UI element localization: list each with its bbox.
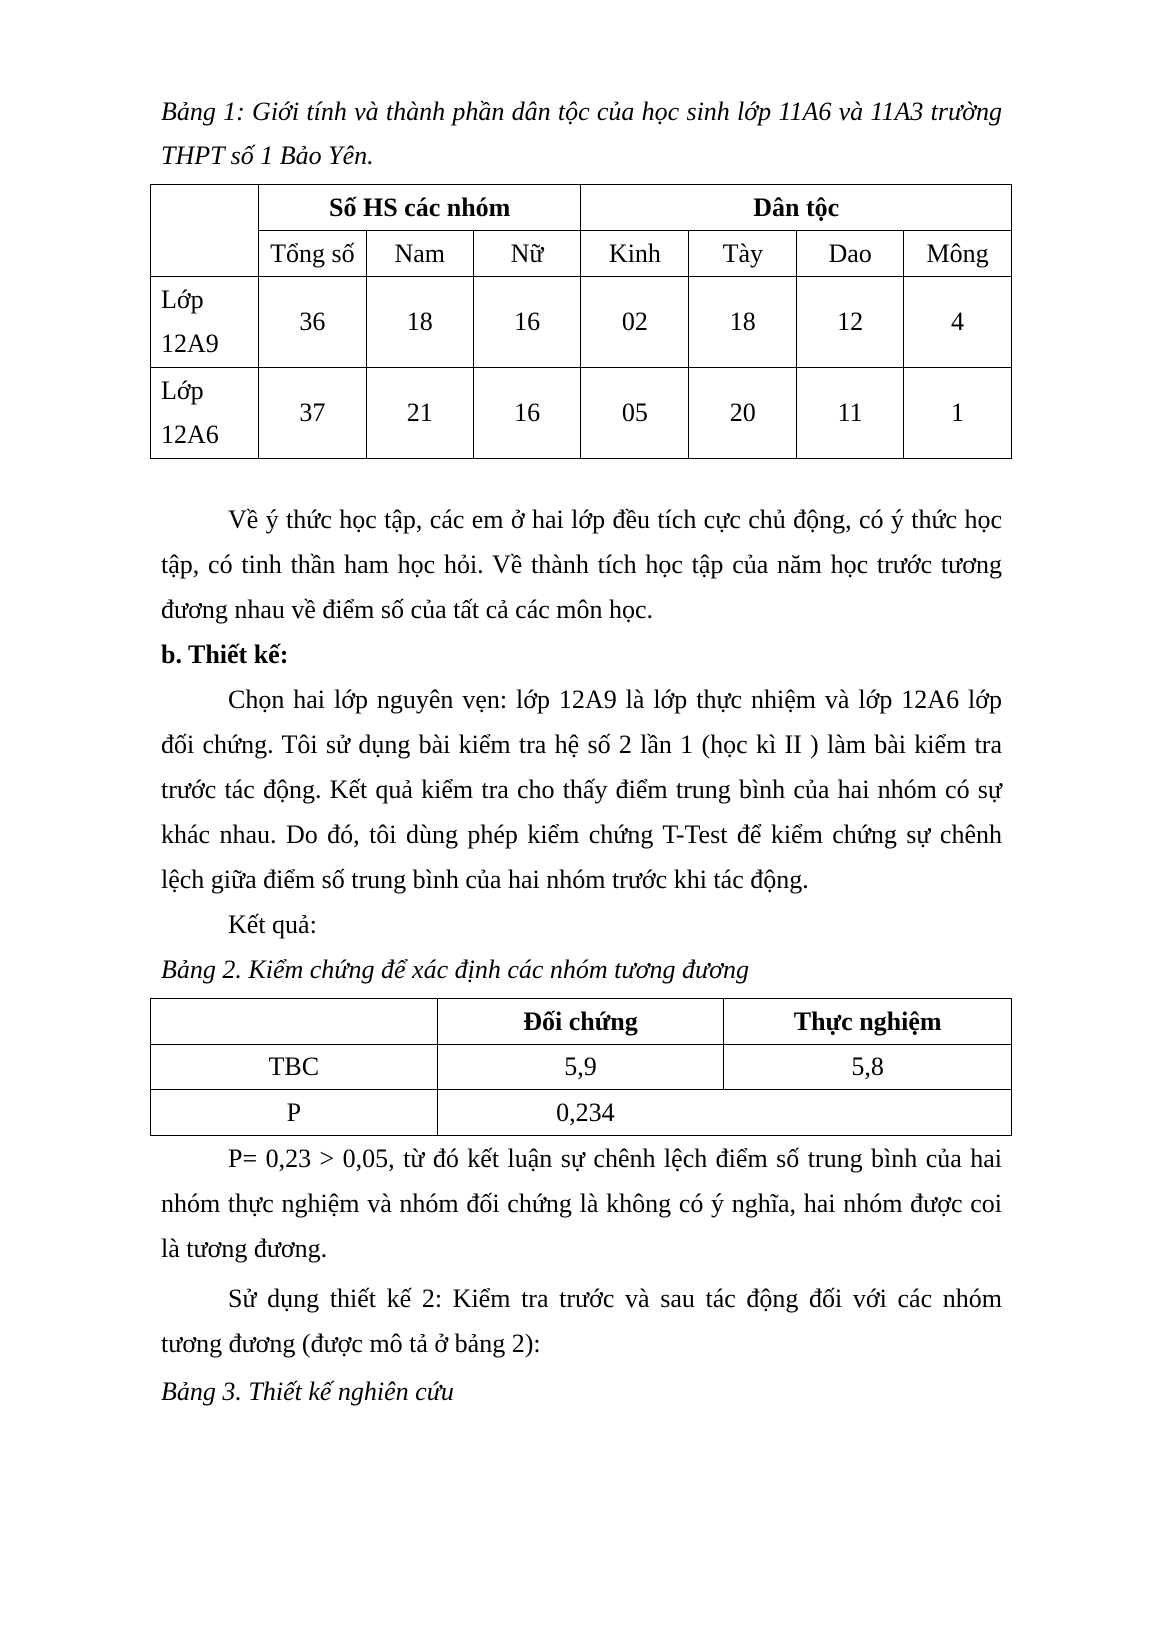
row-label xyxy=(151,277,259,368)
table-row xyxy=(151,1090,1012,1136)
table-row xyxy=(151,1045,1012,1090)
table2-caption: Bảng 2. Kiểm chứng để xác định các nhóm tương đương xyxy=(161,955,750,984)
table-cell: 5,8 xyxy=(724,1045,1012,1090)
table-cell: 11 xyxy=(797,368,904,459)
table-cell: 36 xyxy=(258,277,366,368)
table-cell: 18 xyxy=(689,277,797,368)
table2-header-experimental: Thực nghiệm xyxy=(724,999,1012,1045)
table1-group-header-ethnicity: Dân tộc xyxy=(581,185,1012,231)
para2-line3: trước tác động. Kết quả kiểm tra cho thấy điểm trung bình của hai nhóm có sự xyxy=(161,775,1002,804)
table-cell: 18 xyxy=(366,277,473,368)
table2-tbc-label: TBC xyxy=(151,1045,438,1090)
para2-line2: đối chứng. Tôi sử dụng bài kiểm tra hệ số 2 lần 1 (học kì II ) làm bài kiểm tra xyxy=(161,730,1002,759)
table1-corner-cell xyxy=(151,185,259,277)
para3-line3: là tương đương. xyxy=(161,1234,328,1263)
para1-line3: đương nhau về điểm số của tất cả các môn học. xyxy=(161,595,654,624)
table-row xyxy=(151,368,1012,459)
table1-group-header-students: Số HS các nhóm xyxy=(258,185,581,231)
para4-line1: Sử dụng thiết kế 2: Kiểm tra trước và sau tác động đối với các nhóm xyxy=(228,1284,1002,1313)
table-cell: 21 xyxy=(366,368,473,459)
table2-header-control: Đối chứng xyxy=(437,999,724,1045)
table1-caption-line2: THPT số 1 Bảo Yên. xyxy=(161,141,374,170)
section-heading-design: b. Thiết kế: xyxy=(161,640,289,669)
table-cell: 16 xyxy=(473,277,581,368)
table-cell: 1 xyxy=(904,368,1012,459)
table-cell: 20 xyxy=(689,368,797,459)
table-cell: 4 xyxy=(904,277,1012,368)
table-cell: 16 xyxy=(473,368,581,459)
row-label-line1: Lớp xyxy=(161,376,204,405)
row-label-line1: Lớp xyxy=(161,285,204,314)
table-row xyxy=(151,277,1012,368)
table1-caption-line1: Bảng 1: Giới tính và thành phần dân tộc của học sinh lớp 11A6 và 11A3 trường xyxy=(161,97,1002,126)
table1-subheader: Mông xyxy=(904,231,1012,277)
para4-line2: tương đương (được mô tả ở bảng 2): xyxy=(161,1329,541,1358)
para2-line5: lệch giữa điểm số trung bình của hai nhóm trước khi tác động. xyxy=(161,865,809,894)
table-cell: 12 xyxy=(797,277,904,368)
table-cell: 05 xyxy=(581,368,689,459)
table2-p-value xyxy=(437,1090,1011,1136)
p-value-text: 0,234 xyxy=(556,1097,615,1127)
para2-line1: Chọn hai lớp nguyên vẹn: lớp 12A9 là lớp thực nhiệm và lớp 12A6 lớp xyxy=(228,685,1002,714)
table1-subheader: Kinh xyxy=(581,231,689,277)
table1 xyxy=(150,184,1012,459)
row-label-line2: 12A6 xyxy=(161,420,219,449)
table2-p-label: P xyxy=(151,1090,438,1136)
table2 xyxy=(150,998,1012,1136)
result-label: Kết quả: xyxy=(228,910,317,939)
table-cell: 37 xyxy=(258,368,366,459)
row-label-line2: 12A9 xyxy=(161,329,219,358)
para3-line2: nhóm thực nghiệm và nhóm đối chứng là không có ý nghĩa, hai nhóm được coi xyxy=(161,1189,1002,1218)
table3-caption: Bảng 3. Thiết kế nghiên cứu xyxy=(161,1377,454,1406)
table1-subheader: Tày xyxy=(689,231,797,277)
table1-subheader: Dao xyxy=(797,231,904,277)
row-label xyxy=(151,368,259,459)
para1-line2: tập, có tinh thần ham học hỏi. Về thành tích học tập của năm học trước tương xyxy=(161,550,1002,579)
table2-corner-cell xyxy=(151,999,438,1045)
table1-subheader: Nam xyxy=(366,231,473,277)
para2-line4: khác nhau. Do đó, tôi dùng phép kiểm chứng T-Test để kiểm chứng sự chênh xyxy=(161,820,1002,849)
para1-line1: Về ý thức học tập, các em ở hai lớp đều tích cực chủ động, có ý thức học xyxy=(228,505,1002,534)
table-cell: 02 xyxy=(581,277,689,368)
table1-subheader: Nữ xyxy=(473,231,581,277)
table-cell: 5,9 xyxy=(437,1045,724,1090)
table1-subheader: Tổng số xyxy=(258,231,366,277)
para3-line1: P= 0,23 > 0,05, từ đó kết luận sự chênh lệch điểm số trung bình của hai xyxy=(228,1144,1002,1173)
